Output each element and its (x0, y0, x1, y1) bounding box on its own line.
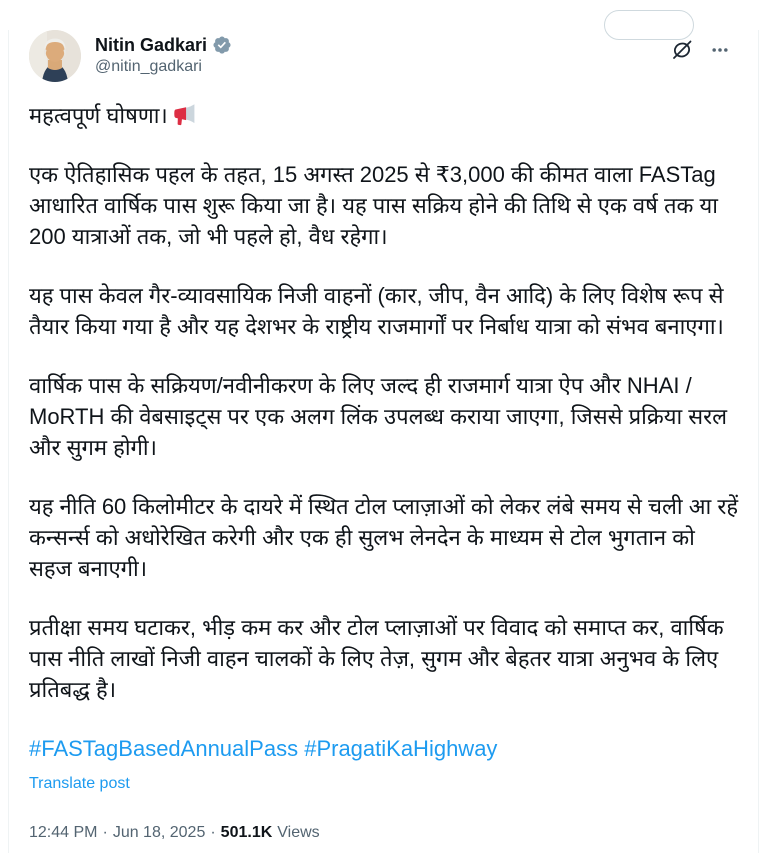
tweet-footer (29, 824, 738, 842)
translate-post-link[interactable]: Translate post (29, 775, 130, 792)
tweet-paragraph: प्रतीक्षा समय घटाकर, भीड़ कम कर और टोल प्लाज़ाओं पर विवाद को समाप्त कर, वार्षिक पास नीति लाखों निजी वाहन चालकों के लिए तेज़, सुगम और बेहतर यात्रा अनुभव के लिए प्रतिबद्ध है। (29, 615, 724, 702)
tweet-paragraph-text: महत्वपूर्ण घोषणा। (29, 103, 168, 128)
avatar[interactable] (29, 30, 81, 82)
verified-badge-icon (212, 35, 232, 55)
cutoff-pill-button[interactable] (604, 10, 694, 40)
post-time[interactable]: 12:44 PM (29, 824, 98, 841)
megaphone-emoji (172, 102, 197, 127)
hashtag-link-pragati[interactable]: #PragatiKaHighway (304, 736, 498, 761)
hashtag-row (29, 733, 738, 764)
views-count: 501.1K (220, 824, 273, 841)
more-icon[interactable] (710, 40, 730, 60)
tweet-paragraph: यह नीति 60 किलोमीटर के दायरे में स्थित टोल प्लाज़ाओं को लेकर लंबे समय से चली आ रहें कन्सर्न्स को अधोरेखित करेगी और एक ही सुलभ लेनदेन के माध्यम से टोल भुगतान को सहज बनाएगी। (29, 494, 739, 581)
post-date[interactable]: Jun 18, 2025 (112, 824, 206, 841)
tweet-text (29, 100, 738, 796)
tweet-paragraph: एक ऐतिहासिक पहल के तहत, 15 अगस्त 2025 से ₹3,000 की कीमत वाला FASTag आधारित वार्षिक पास शुरू किया जा है। यह पास सक्रिय होने की तिथि से एक वर्ष तक या 200 यात्राओं तक, जो भी पहले हो, वैध रहेगा। (29, 162, 719, 249)
timeline-column (8, 30, 759, 853)
views-label: Views (277, 824, 320, 841)
grok-icon[interactable] (670, 38, 694, 62)
avatar-photo (29, 30, 81, 82)
tweet-paragraph: यह पास केवल गैर-व्यावसायिक निजी वाहनों (कार, जीप, वैन आदि) के लिए विशेष रूप से तैयार किया गया है और यह देशभर के राष्ट्रीय राजमार्गों पर निर्बाध यात्रा को संभव बनाएगा। (29, 283, 724, 339)
dot-separator: · (210, 824, 216, 841)
tweet-paragraph: वार्षिक पास के सक्रियण/नवीनीकरण के लिए जल्द ही राजमार्ग यात्रा ऐप और NHAI / MoRTH की वेबसाइट्स पर एक अलग लिंक उपलब्ध कराया जाएगा, जिससे प्रक्रिया सरल और सुगम होगी। (29, 373, 728, 460)
author-display-name[interactable]: Nitin Gadkari (95, 35, 208, 55)
dot-separator: · (102, 824, 108, 841)
hashtag-link-fastag[interactable]: #FASTagBasedAnnualPass (29, 736, 299, 761)
author-names (95, 30, 232, 82)
tweet-paragraph (29, 100, 738, 131)
author-handle[interactable]: @nitin_gadkari (95, 58, 202, 75)
